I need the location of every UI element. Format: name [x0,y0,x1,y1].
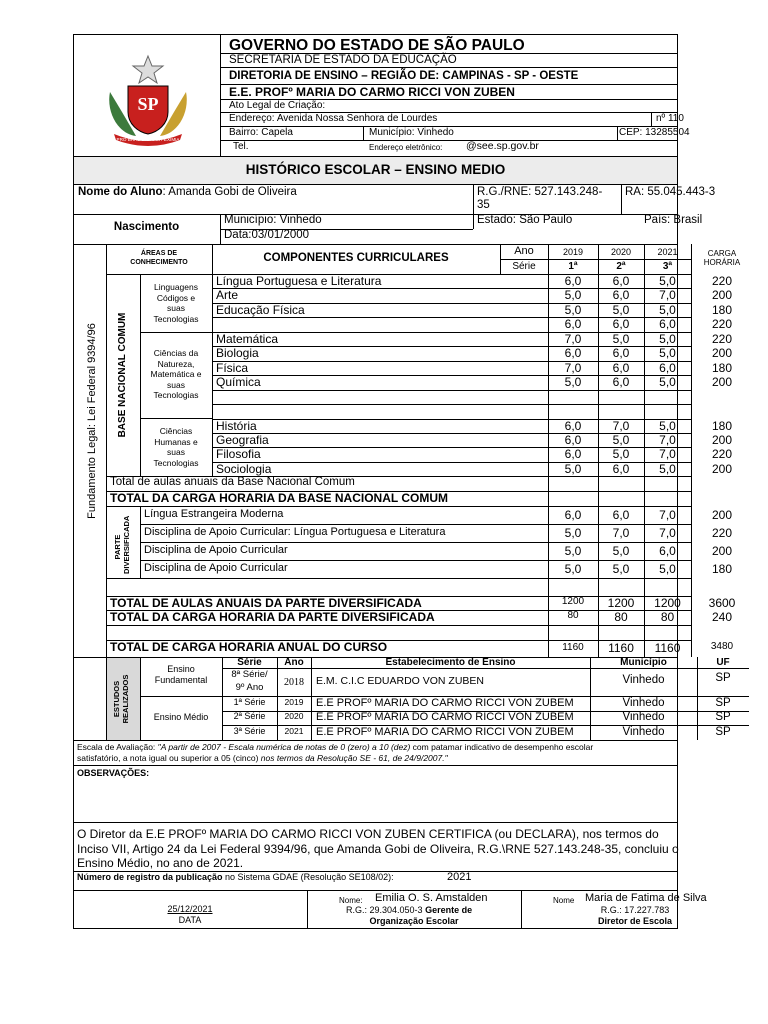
gov-title: GOVERNO DO ESTADO DE SÃO PAULO [229,37,525,54]
subject-name: Educação Física [216,302,305,317]
grade-cell: 7,0 [564,331,582,346]
total-carga-div-2019: 80 [567,610,579,621]
carga-cell: 200 [711,346,733,361]
escala-quote-2: nos termos da Resolução SE - 61, de 24/9/2007." [260,753,448,763]
grade-cell: 6,0 [612,346,630,361]
div-carga-cell: 200 [711,508,733,522]
escala-quote-1: "A partir de 2007 - Escala numérica de notas de 0 (zero) a 10 (dez) [157,742,411,752]
year-2020: 2020 [610,247,632,257]
medio-uf: SP [715,697,731,709]
assinatura-rg-1: R.G.: 29.304.050-3 [346,905,423,915]
carga-cell: 220 [711,331,733,346]
grade-cell: 5,0 [659,331,676,346]
div-grade-cell: 7,0 [659,526,676,540]
municipio-nasc: Município: Vinhedo [224,214,322,226]
total-aulas-div-2021: 1200 [654,596,681,610]
grade-cell: 5,0 [659,274,676,288]
div-grade-cell: 5,0 [564,526,582,540]
grade-cell: 6,0 [659,360,676,375]
carga-cell: 220 [711,274,733,288]
fund-ano: 2018 [284,677,304,688]
subject-name: História [216,418,257,433]
div-grade-cell: 7,0 [659,508,676,522]
total-curso-2021: 1160 [654,641,681,655]
div-subject-name: Disciplina de Apoio Curricular: Língua Portuguesa e Literatura [144,526,446,538]
total-carga-div-ch: 240 [711,610,733,624]
assinatura-cargo-1b: Organização Escolar [369,916,459,926]
carga-cell: 200 [711,461,733,476]
fund-serie-2: 9º Ano [235,682,264,693]
div-grade-cell: 5,0 [564,544,582,558]
grade-cell: 6,0 [612,288,630,303]
serie-1: 1ª [568,261,578,272]
pais-nasc: País: Brasil [644,214,703,226]
subject-name: Língua Portuguesa e Literatura [216,274,382,288]
medio-municipio: Vinhedo [622,711,665,724]
div-grade-cell: 6,0 [659,544,676,558]
grade-cell: 6,0 [612,360,630,375]
serie-3: 3ª [662,261,673,272]
area-humanas-2: Humanas e [154,436,198,447]
subject-name: Geografia [216,432,269,447]
assinatura-cargo-2: Diretor de Escola [597,916,673,926]
area-linguagens-2: Códigos e [156,292,196,303]
total-aulas-div-2020: 1200 [607,596,635,610]
componentes-header: COMPONENTES CURRICULARES [263,252,449,264]
certifica-line-1: O Diretor da E.E PROFº MARIA DO CARMO RICCI VON ZUBEN CERTIFICA (ou DECLARA), nos termos do [77,827,659,841]
div-grade-cell: 5,0 [564,562,582,576]
assinatura-rg-2: R.G.: 17.227.783 [600,905,670,915]
grade-cell: 5,0 [659,375,676,390]
area-ciencias-5: Tecnologias [153,390,199,400]
estado-nasc: Estado: São Paulo [477,214,573,226]
estudos-side-2: REALIZADOS [121,674,130,724]
grade-cell: 7,0 [659,288,676,303]
total-carga-div-2021: 80 [660,610,675,624]
grade-cell: 6,0 [564,274,582,288]
registro-label: Número de registro da publicação [77,872,223,882]
nome-label: Nome do Aluno [78,186,163,198]
medio-municipio: Vinhedo [622,697,665,709]
observacoes-label: OBSERVAÇÕES: [77,768,150,778]
registro-ano: 2021 [447,871,472,883]
grade-cell: 7,0 [659,447,676,462]
div-subject-name: Língua Estrangeira Moderna [144,508,284,520]
escala-text-2: satisfatório, a nota igual ou superior a 05 (cinco) [77,753,261,763]
medio-uf: SP [715,711,731,724]
subject-name: Física [216,360,249,375]
grade-cell: 5,0 [659,346,676,361]
fund-uf: SP [715,672,731,684]
grade-cell: 6,0 [612,274,630,288]
certifica-line-2: Inciso VII, Artigo 24 da Lei Federal 9394/96, que Amanda Gobi de Oliveira, R.G.\RNE 527.143.248-35, concluiu o [77,842,679,856]
carga-cell: 200 [711,375,733,390]
data-label: DATA [178,915,202,925]
endereco: Endereço: Avenida Nossa Senhora de Lourdes [229,113,438,124]
grade-cell: 6,0 [612,375,630,390]
estudos-h-municipio: Município [620,657,667,668]
div-grade-cell: 6,0 [564,508,582,522]
parte-div-1: PARTE [113,534,122,560]
medio-ano: 2019 [284,697,304,707]
medio-serie: 2ª Série [233,711,266,722]
nascimento-label: Nascimento [113,221,180,233]
diretoria: DIRETORIA DE ENSINO – REGIÃO DE: CAMPINAS - SP - OESTE [229,70,579,82]
div-subject-name: Disciplina de Apoio Curricular [144,544,288,556]
carga-cell: 180 [711,302,733,317]
div-grade-cell: 5,0 [612,562,630,576]
estudos-h-serie: Série [237,657,262,668]
carga-cell: 180 [711,360,733,375]
medio-estab: E.E PROFº MARIA DO CARMO RICCI VON ZUBEM [316,697,574,709]
carga-header-2: HORÁRIA [703,258,741,267]
carga-cell: 180 [711,418,733,433]
medio-ano: 2020 [284,711,304,722]
cep: CEP: 13285504 [619,127,690,138]
grade-cell: 5,0 [612,447,630,462]
rg-aluno: R.G./RNE: 527.143.248- [477,186,603,198]
grade-cell: 5,0 [659,302,676,317]
fundamento-legal: Fundamento Legal: Lei Federal 9394/96 [86,323,98,519]
ensino-fundamental-1: Ensino [167,664,195,674]
logo-text: SP [137,94,159,114]
div-grade-cell: 6,0 [612,508,630,522]
grade-cell: 5,0 [659,418,676,433]
fund-serie-1: 8ª Série/ [231,669,268,680]
grade-cell: 5,0 [564,375,582,390]
nome-label-2: Nome [553,896,575,905]
grade-cell: 5,0 [564,288,582,303]
bairro: Bairro: Capela [229,127,293,138]
div-carga-cell: 200 [711,544,733,558]
estudos-side-1: ESTUDOS [112,680,121,718]
medio-estab: E.E PROFº MARIA DO CARMO RICCI VON ZUBEM [316,711,574,724]
carga-cell: 200 [711,432,733,447]
subject-name: Sociologia [216,461,272,476]
ano-header: Ano [514,245,534,257]
serie-2: 2ª [616,261,626,272]
grade-cell: 6,0 [564,447,582,462]
total-aulas-div: TOTAL DE AULAS ANUAIS DA PARTE DIVERSIFICADA [110,596,422,610]
area-linguagens-4: Tecnologias [153,313,199,324]
carga-header-1: CARGA [707,249,737,258]
coat-of-arms-logo [100,52,196,148]
div-carga-cell: 180 [711,562,733,576]
nome-aluno: : Amanda Gobi de Oliveira [162,186,297,198]
grade-cell: 7,0 [659,432,676,447]
ensino-medio-label: Ensino Médio [153,712,209,722]
rg-aluno-2: 35 [477,199,490,211]
ensino-fundamental-2: Fundamental [154,675,208,685]
serie-header: Série [512,261,536,272]
nome-label-1: Nome: [339,896,363,905]
assinatura-nome-1: Emilia O. S. Amstalden [375,892,488,904]
grade-cell: 7,0 [564,360,582,375]
total-carga-bnc: TOTAL DA CARGA HORARIA DA BASE NACIONAL COMUM [110,491,448,505]
estudos-h-estab: Estabelecimento de Ensino [385,657,516,668]
grade-cell: 7,0 [612,418,630,433]
area-linguagens-1: Linguagens [154,282,198,292]
area-ciencias-3: Matemática e [150,369,202,379]
grade-cell: 5,0 [564,461,582,476]
grade-cell: 6,0 [612,317,630,332]
grade-cell: 6,0 [564,346,582,361]
area-humanas-4: Tecnologias [153,457,199,468]
area-ciencias-4: suas [167,379,185,390]
year-2019: 2019 [562,247,584,257]
div-carga-cell: 220 [711,526,733,540]
page-title: HISTÓRICO ESCOLAR – ENSINO MEDIO [245,162,506,177]
fund-municipio: Vinhedo [622,674,665,686]
grade-cell: 5,0 [659,461,676,476]
email: @see.sp.gov.br [466,140,539,152]
grade-cell: 5,0 [612,302,630,317]
medio-serie: 1ª Série [233,697,266,707]
medio-uf: SP [715,725,731,738]
grade-cell: 6,0 [564,432,582,447]
area-linguagens-3: suas [167,303,185,313]
numero: nº 110 [656,113,684,124]
grade-cell: 5,0 [612,432,630,447]
logo-motto: PRO BRASILIA FIANT EXIMIA [116,137,180,142]
div-grade-cell: 7,0 [612,526,630,540]
total-curso-ch: 3480 [710,641,734,652]
escola-name: E.E. PROFº MARIA DO CARMO RICCI VON ZUBEN [229,85,515,99]
escala-label: Escala de Avaliação: [77,742,156,752]
subject-name: Química [216,375,261,390]
medio-serie: 3ª Série [233,725,266,736]
certifica-line-3: Ensino Médio, no ano de 2021. [77,856,244,870]
subject-name: Matemática [216,331,279,346]
subject-name: Arte [216,288,239,303]
total-aulas-bnc: Total de aulas anuais da Base Nacional Comum [110,476,355,488]
area-humanas-3: suas [167,447,185,457]
total-carga-div: TOTAL DA CARGA HORARIA DA PARTE DIVERSIFICADA [110,610,435,624]
registro-rest: no Sistema GDAE (Resolução SE108/02): [222,872,394,882]
area-ciencias-1: Ciências da [153,348,199,358]
assinatura-nome-2: Maria de Fatima de Silva [585,892,707,904]
total-curso-2020: 1160 [608,641,634,655]
carga-cell: 220 [711,317,733,332]
ato-legal: Ato Legal de Criação: [229,100,326,111]
grade-cell: 6,0 [564,317,582,332]
subject-name: Biologia [216,346,259,361]
carga-cell: 200 [711,288,733,303]
areas-header-2: CONHECIMENTO [130,259,188,266]
ra-aluno: RA: 55.045.443-3 [625,186,716,198]
div-subject-name: Disciplina de Apoio Curricular [144,562,288,574]
fund-estab: E.M. C.I.C EDUARDO VON ZUBEN [316,675,485,687]
carga-cell: 220 [711,447,733,462]
data-nasc: Data:03/01/2000 [224,229,310,241]
estudos-h-ano: Ano [284,657,304,668]
email-label: Endereço eletrônico: [369,143,443,152]
medio-municipio: Vinhedo [622,725,665,738]
grade-cell: 6,0 [564,418,582,433]
areas-header-1: ÁREAS DE [140,250,178,257]
total-curso-2019: 1160 [562,642,584,653]
total-aulas-div-ch: 3600 [708,596,736,610]
grade-cell: 6,0 [659,317,676,332]
subject-name: Filosofia [216,447,261,462]
grade-cell: 6,0 [612,461,630,476]
medio-estab: E.E PROFº MARIA DO CARMO RICCI VON ZUBEM [316,725,574,738]
total-carga-div-2020: 80 [614,610,628,624]
grade-cell: 5,0 [612,331,630,346]
estudos-h-uf: UF [716,657,730,668]
total-curso: TOTAL DE CARGA HORARIA ANUAL DO CURSO [110,640,388,654]
escala-text-1: com patamar indicativo de desempenho escolar [410,742,594,752]
parte-div-2: DIVERSIFICADA [122,515,131,574]
municipio-header: Município: Vinhedo [369,127,454,138]
div-grade-cell: 5,0 [612,544,630,558]
grade-cell: 5,0 [564,302,582,317]
area-humanas-1: Ciências [159,426,193,436]
tel: Tel. [233,141,249,152]
data-value: 25/12/2021 [167,904,213,914]
total-aulas-div-2019: 1200 [561,596,585,607]
secretaria: SECRETARIA DE ESTADO DA EDUCAÇÃO [229,54,457,66]
bnc-label: BASE NACIONAL COMUM [117,312,128,438]
medio-ano: 2021 [284,725,304,736]
year-2021: 2021 [657,247,678,257]
div-grade-cell: 5,0 [659,562,676,576]
assinatura-cargo-1a: Gerente de [425,905,473,915]
area-ciencias-2: Natureza, [157,358,195,369]
